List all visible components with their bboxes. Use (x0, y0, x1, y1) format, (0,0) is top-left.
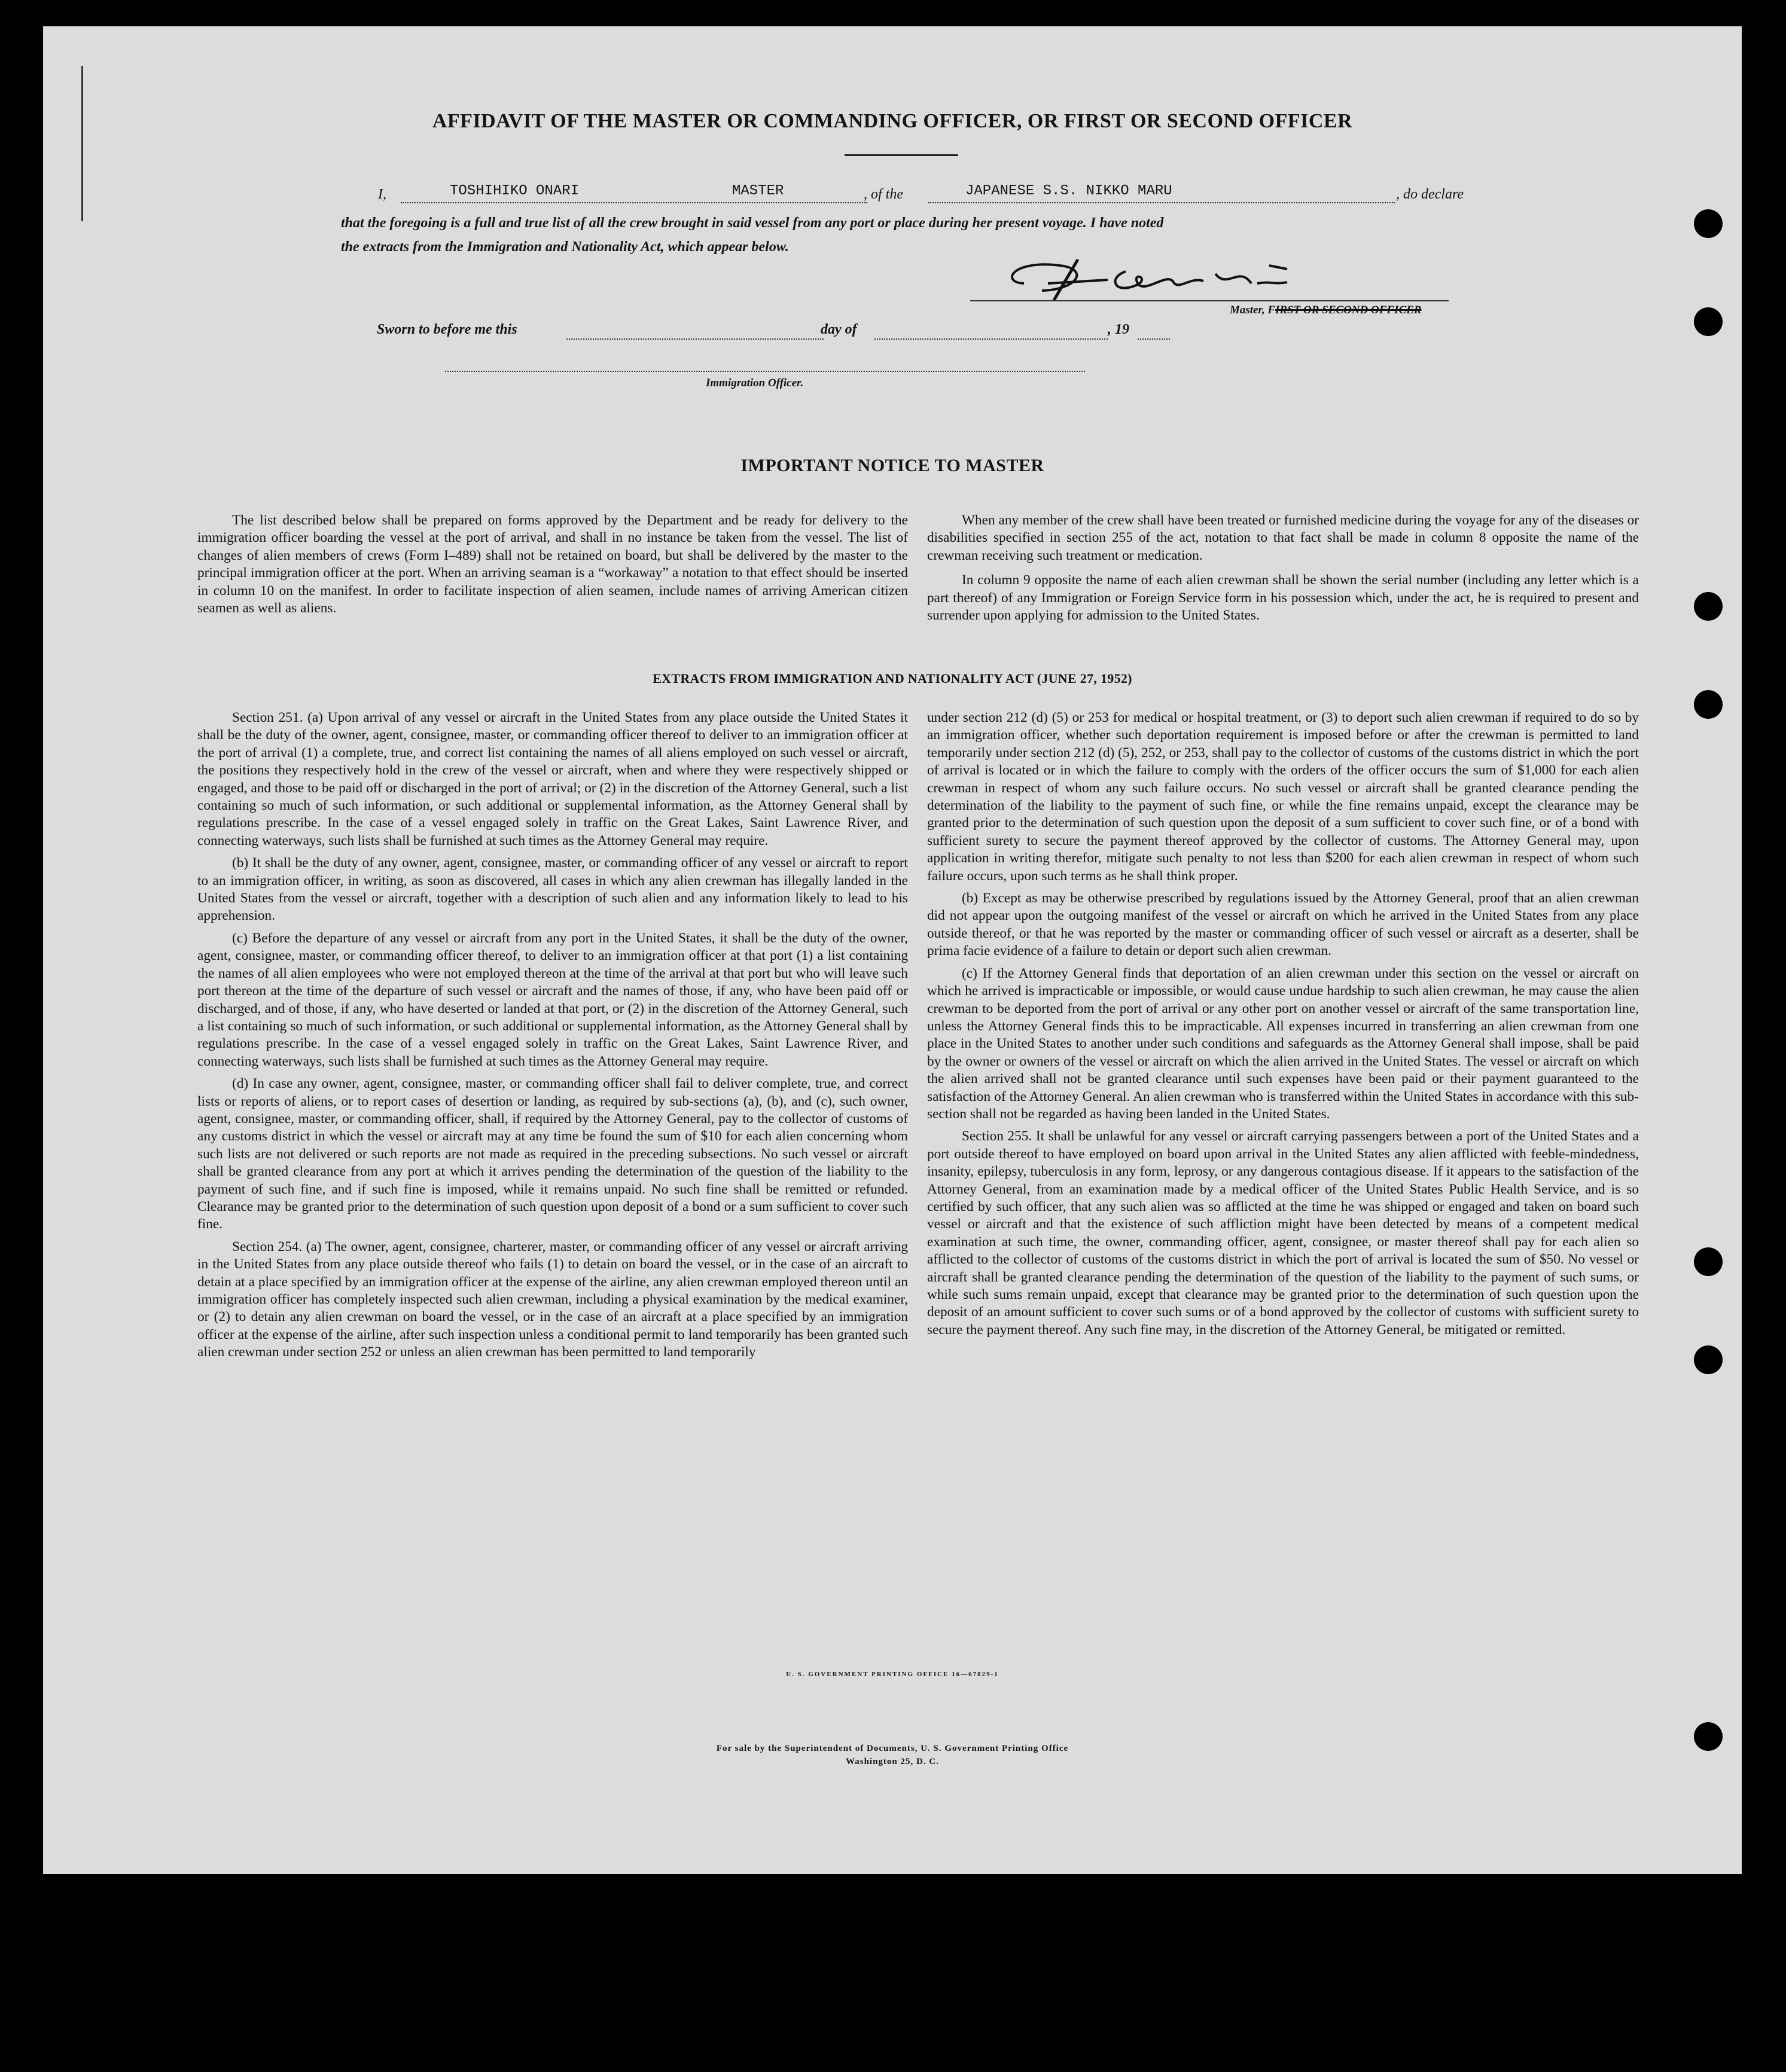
extracts-right-column (927, 709, 1639, 1339)
document-sheet (43, 26, 1742, 1874)
struck-officer-text: IRST OR SECOND OFFICER (1275, 304, 1422, 316)
master-label: Master, FIRST OR SECOND OFFICER (1230, 304, 1422, 316)
punch-hole (1694, 1345, 1723, 1374)
notice-left-paragraph: The list described below shall be prepared on forms approved by the Department and be ready for delivery to the immigration officer boarding the vessel at the port of arrival, and shall in no instance be taken from the vessel. The list of changes of alien members of crews (Form I–489) shall not be retained on board, but shall be delivered by the master to the principal immigration officer at the port. When an arriving seaman is a “workaway” a notation to that effect should be inserted in column 10 on the manifest. In order to facilitate inspection of alien seamen, include names of arriving American citizen seamen as well as aliens. (197, 512, 908, 617)
immigration-officer-label: Immigration Officer. (706, 377, 804, 389)
name-field-line (401, 202, 867, 203)
notice-right-para-1: When any member of the crew shall have been treated or furnished medicine during the voyage for any of the diseases or disabilities specified in section 255 of the act, notation to that fact shall be made in column 8 opposite the name of the crewman receiving such treatment or medication. (927, 512, 1639, 563)
sale-line-2: Washington 25, D. C. (846, 1757, 939, 1766)
master-name[interactable]: TOSHIHIKO ONARI (450, 183, 580, 199)
extract-254-c: (c) If the Attorney General finds that deportation of an alien crewman under this section on the vessel or aircraft on which he arrived is impracticable or impossible, or would cause undue hardship to such alien crewman, he may cause the alien crewman to be deported from the port of arrival or any other port on another vessel or aircraft of the same transportation line, unless the Attorney General finds this to be impracticable. All expenses incurred in transferring an alien crewman from one place in the United States to another under such conditions and safeguards as the Attorney General shall impose, shall be paid by the owner or owners of the vessel or aircraft on which the alien arrived in the United States. The vessel or aircraft on which the alien arrived shall not be granted clearance until such expenses have been paid or their payment guaranteed to the satisfaction of the Attorney General. An alien crewman who is transferred within the United States in accordance with this sub-section shall not be regarded as having been landed in the United States. (927, 965, 1639, 1122)
vessel-field-line (928, 202, 1395, 203)
year-label: , 19 (1108, 322, 1129, 337)
printing-office-line: U. S. GOVERNMENT PRINTING OFFICE 16—67829-1 (786, 1671, 999, 1678)
punch-hole (1694, 690, 1723, 719)
affidavit-title: AFFIDAVIT OF THE MASTER OR COMMANDING OFFICER, OR FIRST OR SECOND OFFICER (432, 110, 1353, 132)
officer-signature-line (445, 371, 1085, 372)
extract-251-d: (d) In case any owner, agent, consignee, master, or commanding officer shall fail to deliver complete, true, and correct lists or reports of aliens, or to report cases of desertion or landing, as required by sub-sections (a), (b), and (c), such owner, agent, consignee, master, or commanding officer, shall, if required by the Attorney General, pay to the collector of customs of any customs district in which the vessel or aircraft may at any time be found the sum of $10 for each alien concerning whom such lists are not delivered or such reports are not made as required in the preceding subsections. No such vessel or aircraft shall be granted clearance from any port at which it arrives pending the determination of the question of the liability to the payment of such fine, and if such fine is imposed, while it remains unpaid. No such fine shall be remitted or refunded. Clearance may be granted prior to the determination of such question upon deposit of a bond or a sum sufficient to cover such fine. (197, 1076, 908, 1232)
day-of-label: day of (821, 322, 857, 337)
punch-hole (1694, 209, 1723, 238)
extract-251-b: (b) It shall be the duty of any owner, agent, consignee, master, or commanding officer of any vessel or aircraft to report to an immigration officer, in writing, as soon as discovered, all cases in which any alien crewman has illegally landed in the United States from the vessel or aircraft, together with a description of such alien and any information likely to lead to his apprehension. (197, 855, 908, 924)
notice-title: IMPORTANT NOTICE TO MASTER (740, 456, 1044, 475)
of-the-label: , of the (864, 187, 903, 202)
master-rank[interactable]: MASTER (732, 183, 784, 199)
extract-251-a: Section 251. (a) Upon arrival of any vessel or aircraft in the United States from any place outside the United States it shall be the duty of the owner, agent, consignee, master, or commanding officer thereof to deliver to an immigration officer at the port of arrival (1) a complete, true, and correct list containing the names of all aliens employed on such vessel or aircraft, the positions they respectively hold in the crew of the vessel or aircraft, when and where they were respectively shipped or engaged, and those to be paid off or discharged in the port of arrival; or (2) in the discretion of the Attorney General, such a list containing so much of such information, or such additional or supplemental information, as the Attorney General shall by regulations prescribe. In the case of a vessel engaged solely in traffic on the Great Lakes, Saint Lawrence River, and connecting waterways, such lists shall be furnished at such times as the Attorney General may require. (197, 710, 908, 849)
do-declare-label: , do declare (1396, 187, 1464, 202)
extract-251-c: (c) Before the departure of any vessel or aircraft from any port in the United States, it shall be the duty of the owner, agent, consignee, master, or commanding officer thereof, to deliver to an immigration officer at that port (1) a list containing the names of all alien employees who were not employed thereon at the time of the arrival at that port but who will leave such port thereon at the time of the departure of such vessel or aircraft and the names of those, if any, who have been paid off or discharged, and of those, if any, who have deserted or landed at that port, or (2) in the discretion of the Attorney General, such a list containing so much of such information, or such additional or supplemental information, as the Attorney General shall by regulations prescribe. In the case of a vessel engaged solely in traffic on the Great Lakes, Saint Lawrence River, and connecting waterways, such lists shall be furnished at such times as the Attorney General may require. (197, 930, 908, 1069)
sworn-day-line (566, 338, 824, 340)
title-rule (845, 154, 958, 156)
extract-255: Section 255. It shall be unlawful for any vessel or aircraft carrying passengers between a port of the United States and a port outside thereof to have employed on board upon arrival in the United States any alien afflicted with feeble-mindedness, insanity, epilepsy, tuberculosis in any form, leprosy, or any dangerous contagious disease. If it appears to the satisfaction of the Attorney General, from an examination made by a medical officer of the United States Public Health Service, and is so certified by such officer, that any such alien was so afflicted at the time he was shipped or engaged and taken on board such vessel or aircraft and that the existence of such affliction might have been detected by means of a competent medical examination at such time, the owner, commanding officer, agent, consignee, or master thereof shall pay for each alien so afflicted to the collector of customs of the customs district in which the port of arrival is located the sum of $50. No vessel or aircraft shall be granted clearance pending the determination of the question of the liability to the payment of such sums, or while such sums remain unpaid, except that clearance may be granted prior to the determination of such question upon the deposit of an amount sufficient to cover such sums or of a bond approved by the collector of customs with sufficient surety to secure the payment thereof. Any such fine may, in the discretion of the Attorney General, be mitigated or remitted. (927, 1128, 1639, 1338)
extract-254-b: (b) Except as may be otherwise prescribed by regulations issued by the Attorney General, proof that an alien crewman did not appear upon the outgoing manifest of the vessel or aircraft on which he arrived in the United States from any place outside thereof, or that he was reported by the master or commanding officer of such vessel or aircraft as a deserter, shall be prima facie evidence of a failure to detain or deport such alien crewman. (927, 890, 1639, 959)
i-label: I, (378, 187, 386, 202)
punch-hole (1694, 1722, 1723, 1751)
sworn-label: Sworn to before me this (377, 322, 517, 337)
extract-254-a-cont: under section 212 (d) (5) or 253 for medical or hospital treatment, or (3) to deport such alien crewman if required to do so by an immigration officer, whether such deportation requirement is imposed before or after the crewman is permitted to land temporarily under section 212 (d) (5), 252, or 253, shall pay to the collector of customs of the customs district in which the port of arrival is located or in which the failure to comply with the orders of the officer occurs the sum of $1,000 for each alien crewman in respect of whom any such failure occurs. No such vessel or aircraft shall be granted clearance pending the determination of the liability to the payment of such fine, or while the fine remains unpaid, except the clearance may be granted prior to the determination of such question upon the deposit of a sum sufficient to cover such fine, or of a bond with sufficient surety to secure the payment thereof approved by the collector of customs. The Attorney General may, upon application in writing therefor, mitigate such penalty to not less than $200 for each alien crewman in respect of whom such failure occurs, upon such terms as he shall think proper. (927, 710, 1639, 884)
punch-hole (1694, 1247, 1723, 1276)
extracts-left-column (197, 709, 908, 1362)
vessel-name[interactable]: JAPANESE S.S. NIKKO MARU (965, 183, 1172, 199)
sworn-year-line (1138, 338, 1170, 340)
extract-254-a: Section 254. (a) The owner, agent, consignee, charterer, master, or commanding officer of any vessel or aircraft arriving in the United States from any place outside thereof who fails (1) to detain on board the vessel, or in the case of an aircraft to detain at a place specified by an immigration officer at the expense of the airline, any alien crewman employed thereon until an immigration officer has completely inspected such alien crewman, including a physical examination by the medical examiner, or (2) to detain any alien crewman on board the vessel, or in the case of an aircraft at a place specified by an immigration officer at the expense of the airline, after such inspection unless a conditional permit to land temporarily has been granted such alien crewman under section 252 or unless an alien crewman has been permitted to land temporarily (197, 1238, 908, 1360)
declaration-line-2: the extracts from the Immigration and Nationality Act, which appear below. (341, 239, 789, 255)
declaration-line-1: that the foregoing is a full and true list of all the crew brought in said vessel from any port or place during her present voyage. I have noted (341, 215, 1164, 231)
sale-line-1: For sale by the Superintendent of Documents, U. S. Government Printing Office (716, 1744, 1069, 1753)
extracts-title: EXTRACTS FROM IMMIGRATION AND NATIONALITY ACT (JUNE 27, 1952) (653, 671, 1132, 686)
punch-hole (1694, 592, 1723, 621)
signature-line (970, 300, 1449, 301)
scan-edge-mark (81, 66, 83, 221)
sworn-month-line (874, 338, 1108, 340)
notice-right-paragraphs (927, 512, 1639, 624)
notice-right-para-2: In column 9 opposite the name of each alien crewman shall be shown the serial number (including any letter which is a part thereof) of any Immigration or Foreign Service form in his possession which, under the act, he is required to present and surrender upon applying for admission to the United States. (927, 572, 1639, 624)
punch-hole (1694, 307, 1723, 336)
master-signature (988, 248, 1407, 307)
